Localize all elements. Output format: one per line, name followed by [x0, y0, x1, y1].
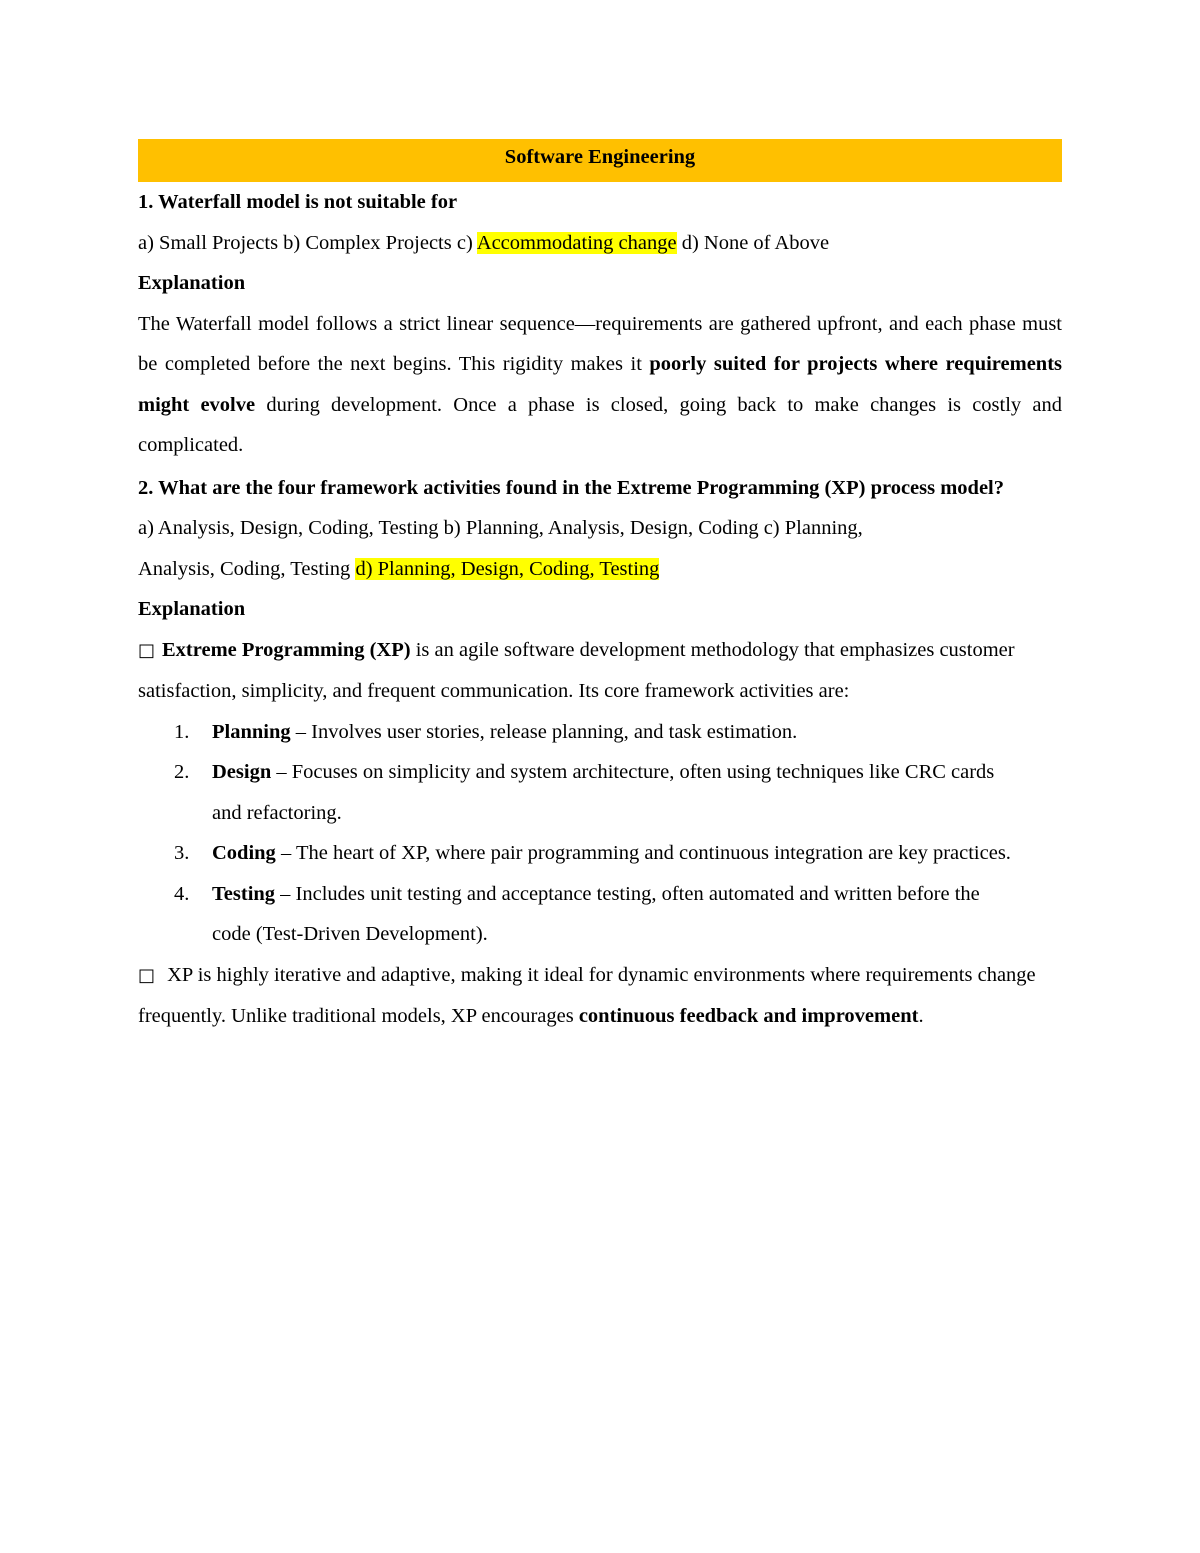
document-page: [138, 139, 1062, 1037]
q2-closing-paragraph: [138, 955, 1062, 1037]
title-banner: [138, 139, 1062, 182]
q2-intro-paragraph: [138, 630, 1062, 712]
q2-options-line2: Analysis, Coding, Testing: [138, 557, 356, 580]
list-item-number: 3.: [174, 842, 190, 864]
bullet-box-icon: □: [138, 639, 156, 661]
q1-explanation-heading: Explanation: [138, 272, 246, 294]
question-2: 2. What are the four framework activities found in the Extreme Programming (XP) process model?: [138, 476, 1005, 499]
list-item-term: Coding: [212, 842, 276, 864]
q1-correct-answer: Accommodating change: [476, 231, 677, 254]
q2-options-line1: a) Analysis, Design, Coding, Testing b) Planning, Analysis, Design, Coding c) Planning,: [138, 517, 863, 539]
xp-activities-list: [138, 712, 1062, 955]
q2-closing-end: .: [918, 1005, 924, 1027]
list-item-number: 4.: [174, 882, 190, 905]
question-2-options: [138, 508, 1062, 589]
list-item-desc: – Includes unit testing and acceptance testing, often automated and written before the code (Test-Driven Development).: [212, 882, 980, 945]
list-item-desc: – The heart of XP, where pair programming and continuous integration are key practices.: [275, 842, 1011, 864]
q1-exp-bold: poorly suited for projects where requirements might evolve: [138, 353, 1062, 416]
list-item-desc: – Focuses on simplicity and system architecture, often using techniques like CRC cards and refactoring.: [212, 761, 995, 824]
list-item: [138, 833, 1062, 874]
list-item-term: Design: [212, 761, 272, 783]
q1-options-after: d) None of Above: [676, 231, 830, 254]
list-item-term: Testing: [212, 882, 276, 905]
list-item: [138, 712, 1062, 753]
q2-closing-rest: XP is highly iterative and adaptive, making it ideal for dynamic environments where requirements change frequently. Unlike traditional models, XP encourages: [138, 963, 1036, 1027]
page-title: Software Engineering: [504, 146, 696, 168]
question-1: 1. Waterfall model is not suitable for: [138, 191, 458, 213]
q1-options-before: a) Small Projects b) Complex Projects c): [138, 231, 477, 254]
q1-explanation-text: [138, 304, 1062, 466]
q2-correct-answer: d) Planning, Design, Coding, Testing: [355, 557, 660, 580]
question-1-options: [138, 223, 1062, 264]
list-item-number: 2.: [174, 761, 190, 783]
q2-intro-bold: Extreme Programming (XP): [162, 638, 411, 661]
list-item: [138, 752, 1062, 833]
bullet-box-icon: □: [138, 964, 156, 986]
list-item-desc: – Involves user stories, release planning, and task estimation.: [290, 720, 798, 743]
q2-intro-rest: is an agile software development methodology that emphasizes customer satisfaction, simplicity, and frequent communication. Its core framework activities are:: [138, 638, 1015, 702]
list-item: [138, 874, 1062, 955]
list-item-number: 1.: [174, 720, 190, 743]
list-item-term: Planning: [212, 720, 291, 743]
q1-exp-part2: during development. Once a phase is closed, going back to make changes is costly and complicated.: [138, 393, 1062, 456]
q1-exp-part1: The Waterfall model follows a strict linear sequence—requirements are gathered upfront, and each phase must be completed before the next begins. This rigidity makes it: [138, 312, 1062, 375]
q2-closing-bold: continuous feedback and improvement: [578, 1005, 919, 1027]
q2-explanation-heading: Explanation: [138, 598, 246, 620]
